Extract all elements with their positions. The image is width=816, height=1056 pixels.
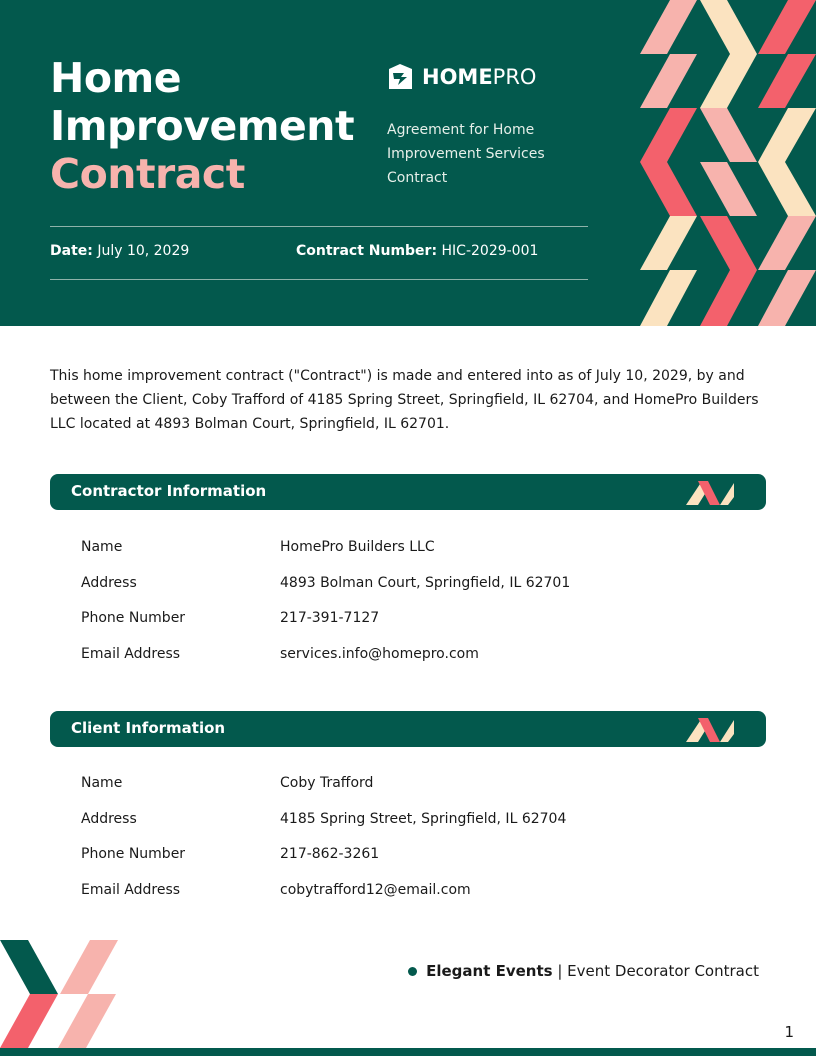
bullet-dot-icon xyxy=(408,967,417,976)
homepro-logo-icon xyxy=(387,63,414,91)
row-label: Email Address xyxy=(81,646,181,662)
title-line-2: Improvement xyxy=(50,102,355,150)
footer-brand xyxy=(408,962,759,980)
section-title: Contractor Information xyxy=(71,482,267,500)
section-title: Client Information xyxy=(71,719,226,737)
chevron-mark-icon xyxy=(686,716,734,742)
page-number: 1 xyxy=(784,1023,794,1041)
client-section-header xyxy=(50,711,766,747)
row-value: HomePro Builders LLC xyxy=(280,539,435,555)
header-divider-top xyxy=(50,226,588,227)
row-value: Coby Trafford xyxy=(280,775,374,791)
row-value: services.info@homepro.com xyxy=(280,646,479,662)
title-line-1: Home xyxy=(50,54,182,102)
footer-brand-name: Elegant Events xyxy=(426,962,553,980)
footer-bar xyxy=(0,1048,816,1056)
row-label: Address xyxy=(81,811,137,827)
chevron-mark-icon xyxy=(686,479,734,505)
intro-paragraph: This home improvement contract ("Contract") is made and entered into as of July 10, 2029, by and between the Client, Coby Trafford of 4185 Spring Street, Springfield, IL 62704, and HomePro Builders LLC located at 4893 Bolman Court, Springfield, IL 62701. xyxy=(50,368,759,432)
logo-wordmark: HOMEPRO xyxy=(422,65,537,89)
contract-number-field: Contract Number: HIC-2029-001 xyxy=(296,243,539,259)
decorative-corner-pattern xyxy=(0,940,122,1056)
contractor-section-header xyxy=(50,474,766,510)
row-label: Name xyxy=(81,775,123,791)
row-label: Email Address xyxy=(81,882,181,898)
homepro-logo xyxy=(387,62,536,92)
footer-brand-subtitle: | Event Decorator Contract xyxy=(552,962,759,980)
row-label: Phone Number xyxy=(81,846,186,862)
row-value: 217-391-7127 xyxy=(280,610,380,626)
row-label: Phone Number xyxy=(81,610,186,626)
row-value: 4185 Spring Street, Springfield, IL 62704 xyxy=(280,811,567,827)
date-field: Date: July 10, 2029 xyxy=(50,243,190,259)
row-label: Name xyxy=(81,539,123,555)
header-divider-bottom xyxy=(50,279,588,280)
header-banner xyxy=(0,0,816,326)
row-value: cobytrafford12@email.com xyxy=(280,882,471,898)
document-title xyxy=(50,54,370,198)
document-subtitle: Agreement for Home Improvement Services Contract xyxy=(387,122,545,186)
title-line-3: Contract xyxy=(50,150,245,198)
row-value: 4893 Bolman Court, Springfield, IL 62701 xyxy=(280,575,571,591)
decorative-chevron-pattern xyxy=(640,0,816,326)
row-value: 217-862-3261 xyxy=(280,846,380,862)
row-label: Address xyxy=(81,575,137,591)
